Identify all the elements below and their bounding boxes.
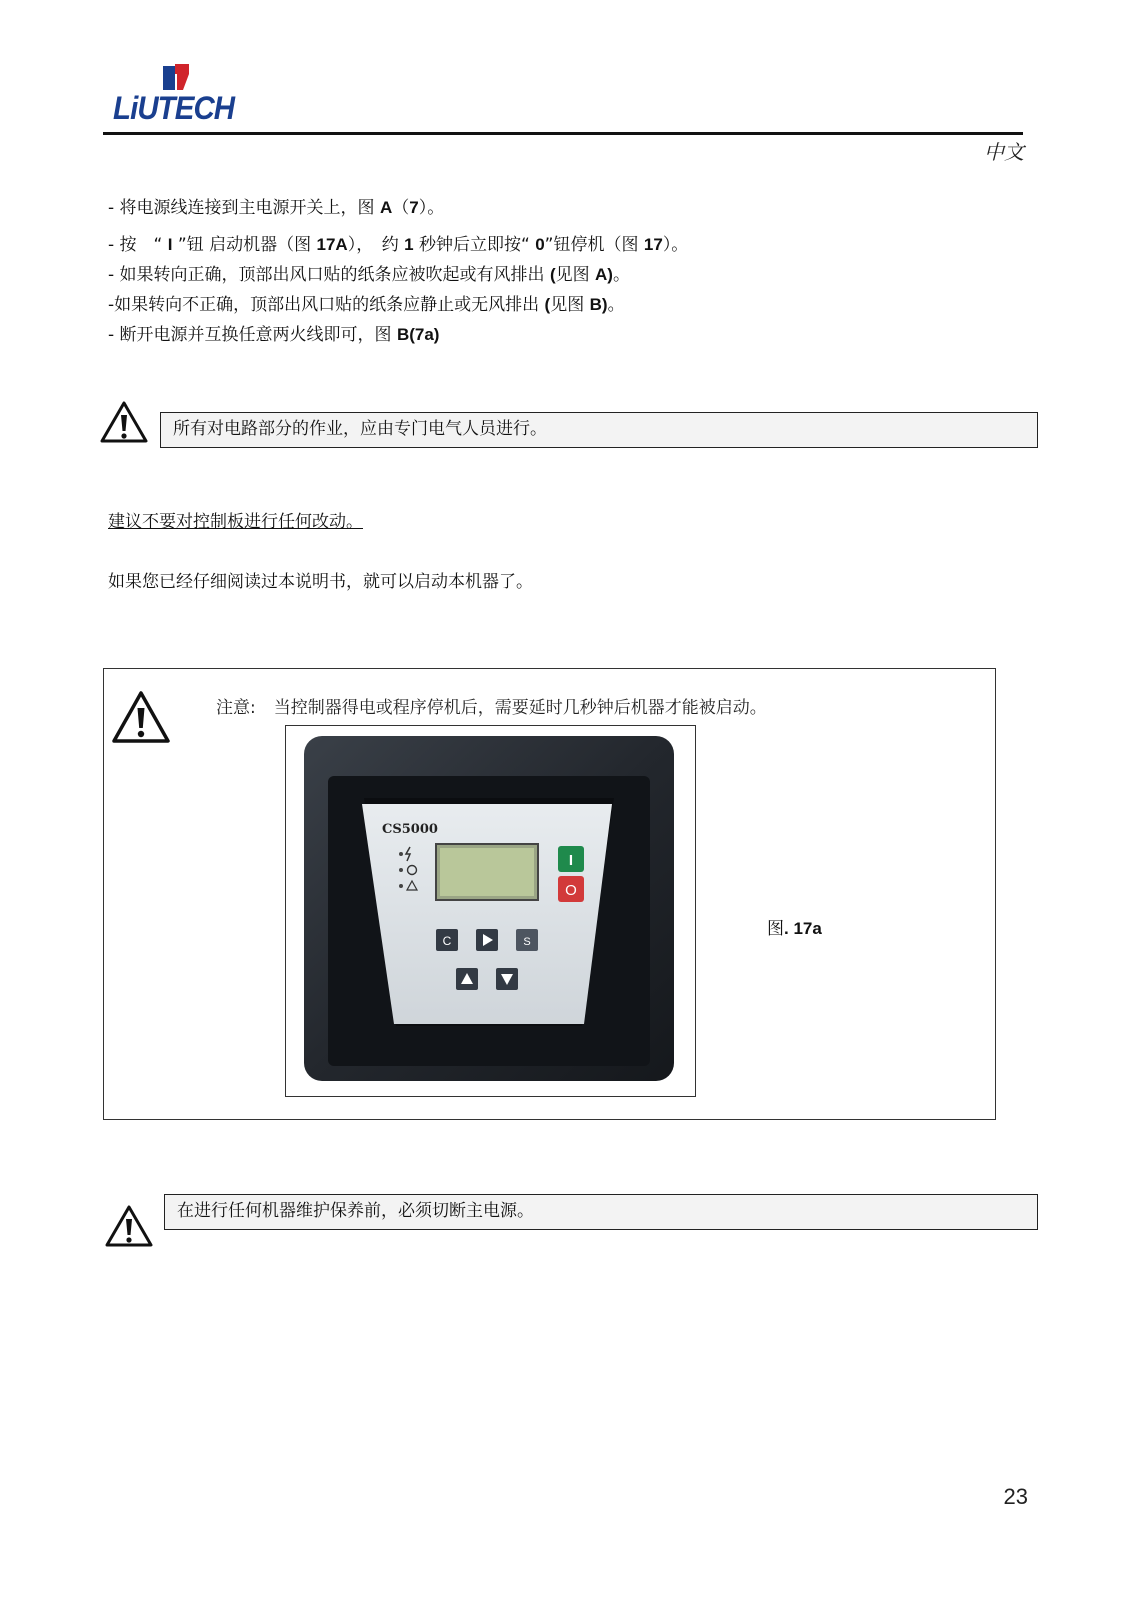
figure-caption: 图. 17a: [767, 919, 822, 939]
instruction-line: - 将电源线连接到主电源开关上，图 A（7）。: [108, 198, 445, 218]
warning-triangle-icon: [110, 689, 172, 745]
svg-text:S: S: [523, 936, 531, 948]
svg-text:O: O: [565, 882, 577, 899]
recommendation-text: 建议不要对控制板进行任何改动。: [108, 512, 363, 532]
instruction-line: - 如果转向正确，顶部出风口贴的纸条应被吹起或有风排出 (见图 A)。: [108, 265, 630, 285]
page-number: 23: [1003, 1484, 1028, 1509]
controller-photo: [285, 725, 696, 1097]
key-s-button[interactable]: [516, 929, 538, 951]
svg-text:I: I: [568, 852, 574, 869]
language-label: 中文: [984, 140, 1024, 164]
warning-box-maintenance: 在进行任何机器维护保养前，必须切断主电源。: [164, 1194, 1038, 1230]
logo-text: LiUTECH: [113, 90, 235, 126]
controller-panel-illustration: [286, 726, 696, 1097]
instruction-line: -如果转向不正确，顶部出风口贴的纸条应静止或无风排出 (见图 B)。: [108, 295, 625, 315]
warning-box-electrical: 所有对电路部分的作业，应由专门电气人员进行。: [160, 412, 1038, 448]
controller-model-label: CS5000: [382, 822, 438, 837]
instruction-line: - 断开电源并互换任意两火线即可，图 B(7a): [108, 325, 440, 345]
logo-mark-icon: [163, 64, 191, 90]
figure-frame: [103, 668, 996, 1120]
figure-note: 注意: 当控制器得电或程序停机后，需要延时几秒钟后机器才能被启动。: [216, 698, 767, 718]
start-button[interactable]: [558, 846, 584, 872]
warning-triangle-icon: [99, 400, 149, 444]
svg-text:C: C: [442, 934, 452, 948]
ready-text: 如果您已经仔细阅读过本说明书，就可以启动本机器了。: [108, 572, 533, 592]
header-rule: [103, 132, 1023, 135]
key-c-button[interactable]: [436, 929, 458, 951]
key-down-button[interactable]: [496, 968, 518, 990]
key-right-button[interactable]: [476, 929, 498, 951]
instruction-line: - 按 “ I ”钮 启动机器（图 17A）， 约 1 秒钟后立即按“ 0”钮停机（图 17）。: [108, 235, 689, 255]
liutech-logo: [113, 64, 245, 126]
stop-button[interactable]: [558, 876, 584, 902]
key-up-button[interactable]: [456, 968, 478, 990]
warning-triangle-icon: [104, 1204, 154, 1248]
